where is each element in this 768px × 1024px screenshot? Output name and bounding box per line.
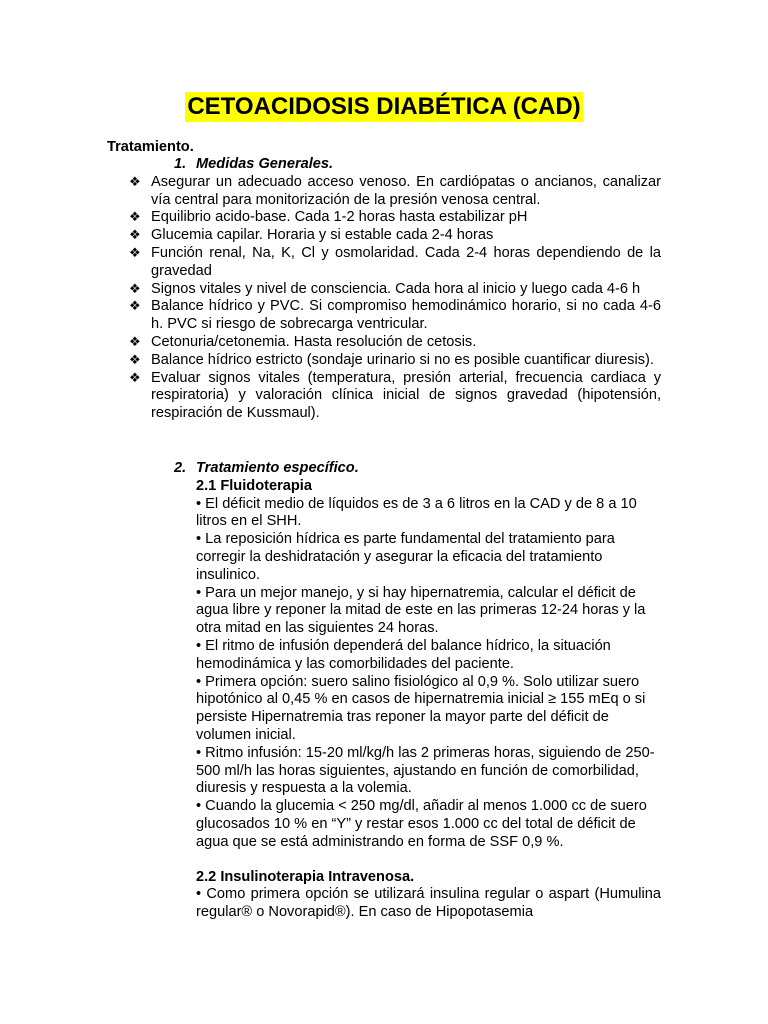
specific-treatment-number: 2. [174, 460, 187, 476]
general-measures-number: 1. [174, 156, 187, 172]
general-measures-heading [107, 156, 661, 174]
paragraph: • Primera opción: suero salino fisiológico al 0,9 %. Solo utilizar suero hipotónico al 0,45 % en casos de hipernatremia inicial ≥ 155 mEq o si persiste Hipernatremia tras reponer la mayor parte del déficit de volumen inicial. [196, 673, 646, 743]
diamond-bullet-icon: ❖ [129, 370, 141, 386]
general-measures-section [107, 156, 661, 423]
list-item-text: Balance hídrico estricto (sondaje urinario si no es posible cuantificar diuresis). [151, 351, 654, 368]
list-item [107, 281, 661, 299]
fluid-therapy-body [107, 496, 661, 852]
list-item [107, 298, 661, 334]
list-item [107, 227, 661, 245]
list-item [107, 334, 661, 352]
diamond-bullet-icon: ❖ [129, 210, 141, 226]
fluid-therapy-heading: 2.1 Fluidoterapia [196, 477, 312, 494]
paragraph: • Para un mejor manejo, y si hay hipernatremia, calcular el déficit de agua libre y reponer la mitad de este en las primeras 12-24 horas y la otra mitad en las siguientes 24 horas. [196, 584, 646, 637]
list-item-text: Signos vitales y nivel de consciencia. Cada hora al inicio y luego cada 4-6 h [151, 280, 641, 297]
diamond-bullet-icon: ❖ [129, 245, 141, 261]
general-measures-title: Medidas Generales. [196, 156, 334, 172]
list-item [107, 245, 661, 281]
spacer [107, 852, 661, 869]
general-measures-list [107, 174, 661, 423]
list-item-text: Balance hídrico y PVC. Si compromiso hemodinámico horario, si no cada 4-6 h. PVC si riesgo de sobrecarga ventricular. [151, 298, 661, 333]
list-item [107, 370, 661, 423]
paragraph: • Ritmo infusión: 15-20 ml/kg/h las 2 primeras horas, siguiendo de 250-500 ml/h las horas siguientes, ajustando en función de comorbilidad, diuresis y respuesta a la volemia. [196, 744, 655, 797]
list-item-text: Asegurar un adecuado acceso venoso. En cardiópatas o ancianos, canalizar vía central para monitorización de la presión venosa central. [151, 173, 661, 208]
diamond-bullet-icon: ❖ [129, 352, 141, 368]
paragraph: • La reposición hídrica es parte fundamental del tratamiento para corregir la deshidratación y asegurar la eficacia del tratamiento insulinico. [196, 531, 615, 583]
list-item-text: Evaluar signos vitales (temperatura, presión arterial, frecuencia cardiaca y respiratoria) y valoración clínica inicial de signos gravedad (hipotensión, respiración de Kussmaul). [151, 369, 661, 422]
diamond-bullet-icon: ❖ [129, 334, 141, 350]
list-item [107, 352, 661, 370]
list-item [107, 209, 661, 227]
list-item-text: Cetonuria/cetonemia. Hasta resolución de cetosis. [151, 333, 477, 350]
paragraph: • Como primera opción se utilizará insulina regular o aspart (Humulina regular® o Novorapid®). En caso de Hipopotasemia [196, 886, 661, 921]
paragraph: • El déficit medio de líquidos es de 3 a 6 litros en la CAD y de 8 a 10 litros en el SHH. [196, 495, 637, 530]
specific-treatment-heading [107, 460, 661, 478]
list-item-text: Equilibrio acido-base. Cada 1-2 horas hasta estabilizar pH [151, 209, 528, 226]
specific-treatment-section [107, 460, 661, 922]
diamond-bullet-icon: ❖ [129, 228, 141, 244]
insulin-therapy-body [107, 886, 661, 922]
paragraph: • El ritmo de infusión dependerá del balance hídrico, la situación hemodinámica y las comorbilidades del paciente. [196, 637, 611, 672]
diamond-bullet-icon: ❖ [129, 299, 141, 315]
specific-treatment-title: Tratamiento específico. [196, 460, 359, 476]
list-item-text: Glucemia capilar. Horaria y si estable cada 2-4 horas [151, 227, 494, 244]
list-item [107, 174, 661, 210]
paragraph: • Cuando la glucemia < 250 mg/dl, añadir al menos 1.000 cc de suero glucosados 10 % en “Y” y restar esos 1.000 cc del total de déficit de agua que se está administrando en forma de SSF 0,9 %. [196, 798, 647, 850]
title-container [0, 92, 768, 122]
diamond-bullet-icon: ❖ [129, 281, 141, 297]
diamond-bullet-icon: ❖ [129, 174, 141, 190]
section-label: Tratamiento. [107, 139, 194, 155]
insulin-therapy-heading: 2.2 Insulinoterapia Intravenosa. [196, 868, 415, 885]
list-item-text: Función renal, Na, K, Cl y osmolaridad. Cada 2-4 horas dependiendo de la gravedad [151, 244, 661, 279]
document-title: CETOACIDOSIS DIABÉTICA (CAD) [187, 93, 581, 120]
